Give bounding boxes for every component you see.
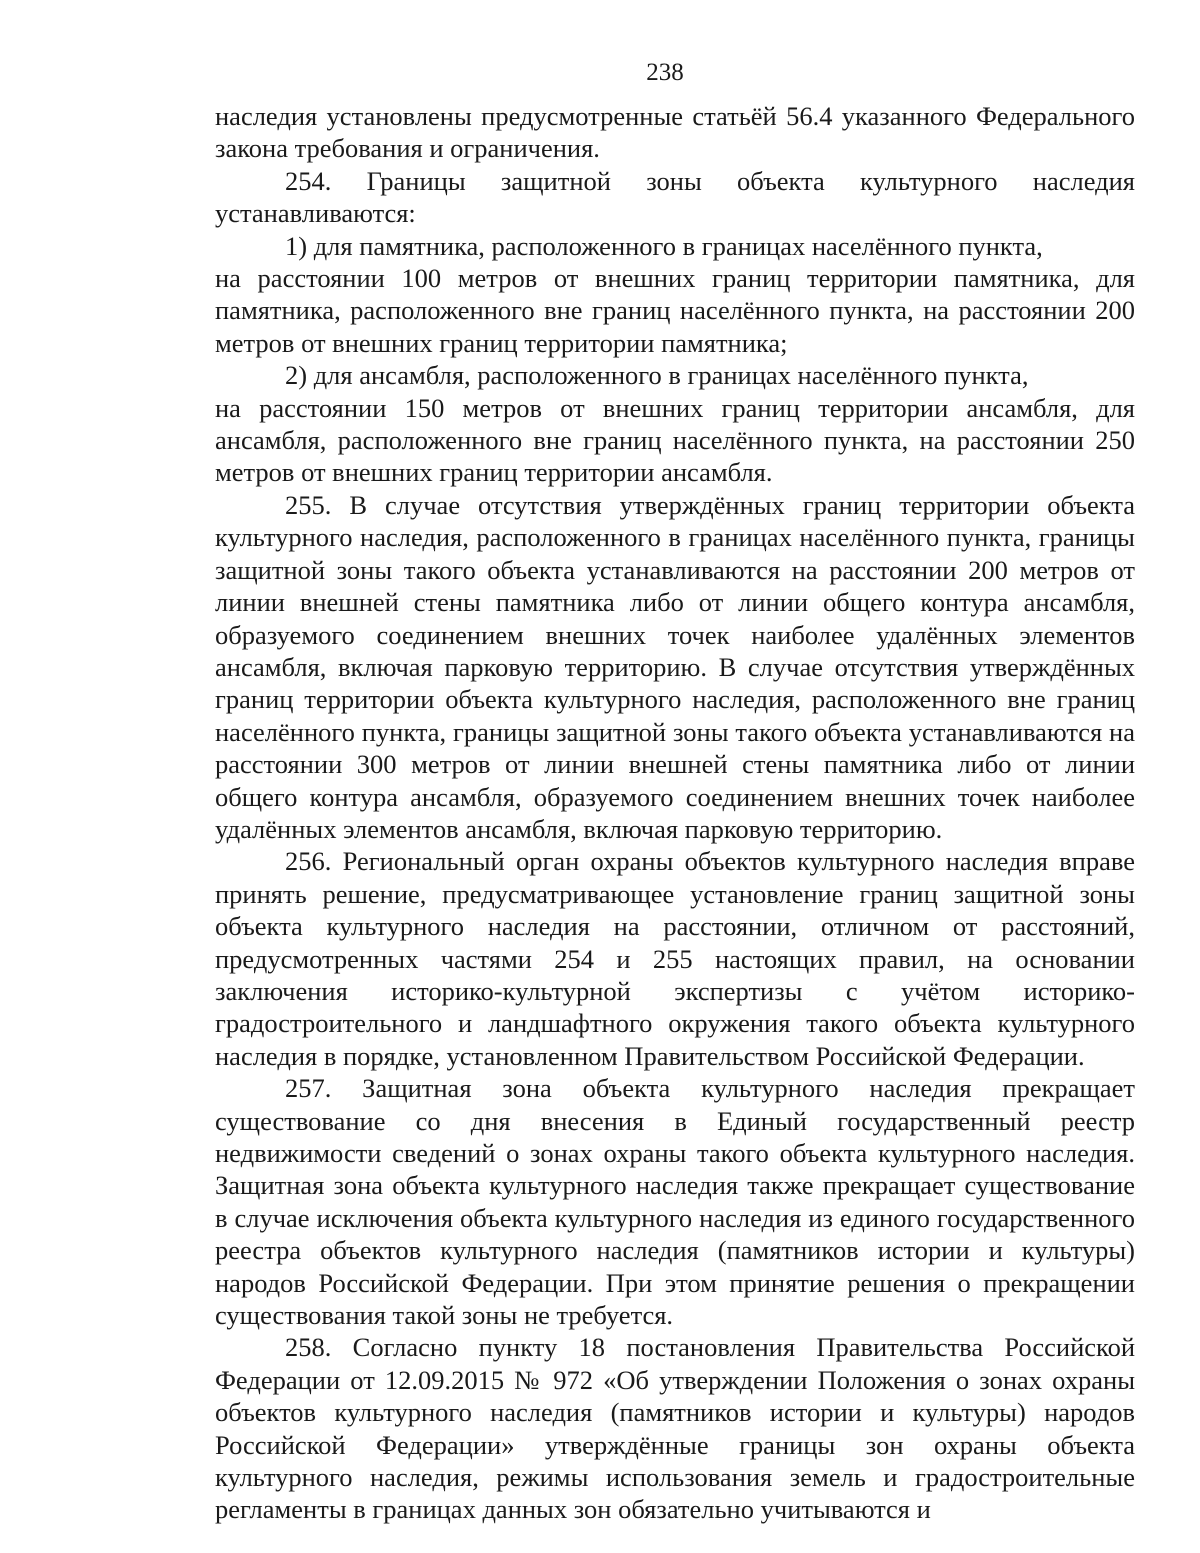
paragraph-256: 256. Региональный орган охраны объектов культурного наследия вправе принять решение, предусматривающее установление границ защитной зоны объекта культурного наследия на расстоянии, отличном от расстояний, предусмотренных частями 254 и 255 настоящих правил, на основании заключения историко-культурной экспертизы с учётом историко-градостроительного и ландшафтного окружения такого объекта культурного наследия в порядке, установленном Правительством Российской Федерации. (215, 846, 1135, 1071)
paragraph-257: 257. Защитная зона объекта культурного наследия прекращает существование со дня внесения в Единый государственный реестр недвижимости сведений о зонах охраны такого объекта культурного наследия. Защитная зона объекта культурного наследия также прекращает существование в случае исключения объекта культурного наследия из единого государственного реестра объектов культурного наследия (памятников истории и культуры) народов Российской Федерации. При этом принятие решения о прекращении существования такой зоны не требуется. (215, 1073, 1135, 1331)
list-item-1 (215, 230, 1135, 360)
list-item-1-rest: на расстоянии 100 метров от внешних границ территории памятника, для памятника, расположенного вне границ населённого пункта, на расстоянии 200 метров от внешних границ территории памятника; (215, 263, 1135, 358)
paragraph-continuation: наследия установлены предусмотренные статьёй 56.4 указанного Федерального закона требования и ограничения. (215, 101, 1135, 164)
list-item-2-rest: на расстоянии 150 метров от внешних границ территории ансамбля, для ансамбля, расположенного вне границ населённого пункта, на расстоянии 250 метров от внешних границ территории ансамбля. (215, 392, 1135, 488)
paragraph-255: 255. В случае отсутствия утверждённых границ территории объекта культурного наследия, расположенного в границах населённого пункта, границы защитной зоны такого объекта устанавливаются на расстоянии 200 метров от линии внешней стены памятника либо от линии общего контура ансамбля, образуемого соединением внешних точек наиболее удалённых элементов ансамбля, включая парковую территорию. В случае отсутствия утверждённых границ территории объекта культурного наследия, расположенного вне границ населённого пункта, границы защитной зоны такого объекта устанавливаются на расстоянии 300 метров от линии внешней стены памятника либо от линии общего контура ансамбля, образуемого соединением внешних точек наиболее удалённых элементов ансамбля, включая парковую территорию. (215, 489, 1135, 844)
list-item-2 (215, 359, 1135, 489)
paragraph-258: 258. Согласно пункту 18 постановления Правительства Российской Федерации от 12.09.2015 № 972 «Об утверждении Положения о зонах охраны объектов культурного наследия (памятников истории и культуры) народов Российской Федерации» утверждённые границы зон охраны объекта культурного наследия, режимы использования земель и градостроительные регламенты в границах данных зон обязательно учитываются и (215, 1332, 1135, 1525)
list-item-1-first-line: 1) для памятника, расположенного в границах населённого пункта, (285, 230, 1043, 261)
list-item-2-first-line: 2) для ансамбля, расположенного в границах населённого пункта, (285, 360, 1029, 391)
paragraph-254: 254. Границы защитной зоны объекта культурного наследия устанавливаются: (215, 165, 1135, 229)
page-number: 238 (646, 59, 684, 86)
document-body (215, 100, 1135, 1526)
